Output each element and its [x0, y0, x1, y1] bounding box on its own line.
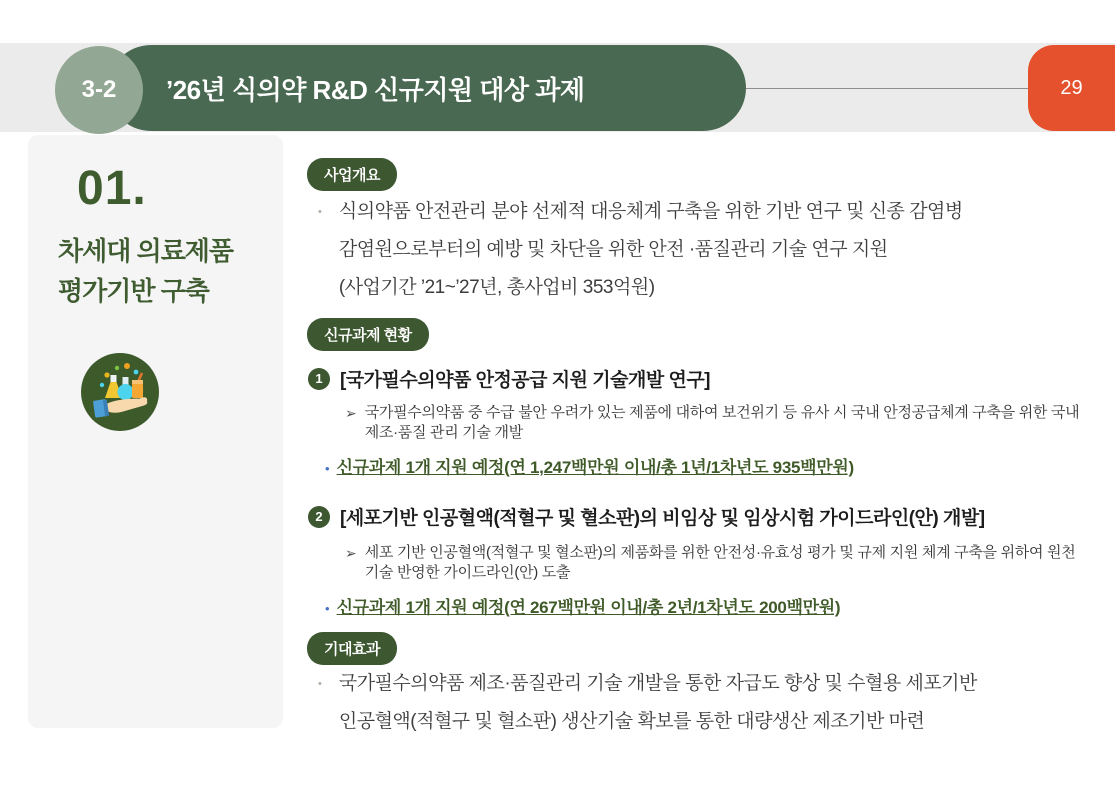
overview-line: 식의약품 안전관리 분야 선제적 대응체계 구축을 위한 기반 연구 및 신종 감염병 [338, 201, 963, 222]
sidebar-panel [28, 135, 283, 728]
section-number-badge [55, 46, 143, 134]
project-item-1-desc [345, 403, 1080, 443]
arrow-bullet-icon: ➢ [345, 545, 357, 561]
project-item-2-budget-text: 신규과제 1개 지원 예정(연 267백만원 이내/총 2년/1차년도 200백만원) [336, 598, 841, 617]
hand-holding-lab-flasks-icon [81, 353, 159, 431]
item-number-badge [308, 368, 330, 390]
expected-effects-paragraph [318, 665, 977, 741]
project-item-1-title: [국가필수의약품 안정공급 지원 기술개발 연구] [340, 370, 710, 391]
overview-paragraph [318, 193, 963, 307]
overview-line: 감염원으로부터의 예방 및 차단을 위한 안전 ·품질관리 기술 연구 지원 [338, 239, 888, 260]
overview-text [339, 193, 963, 307]
sidebar-title-line1: 차세대 의료제품 [58, 236, 234, 266]
section-number: 3-2 [81, 76, 117, 103]
overview-line: (사업기간 ’21~’27년, 총사업비 353억원) [338, 277, 655, 298]
arrow-bullet-icon: ➢ [345, 405, 357, 421]
project-item-1-header [308, 365, 710, 392]
project-item-2-desc [345, 543, 1080, 583]
sidebar-title-line2: 평가기반 구축 [58, 276, 209, 306]
project-item-2-header [308, 503, 985, 530]
sidebar-title [58, 231, 233, 311]
project-item-1-desc-text: 국가필수의약품 중 수급 불안 우려가 있는 제품에 대하여 보건위기 등 유사 시 국내 안정공급체계 구축을 위한 국내 제조·품질 관리 기술 개발 [364, 404, 1080, 441]
item-number: 2 [315, 509, 323, 524]
blue-bullet-icon: • [325, 601, 330, 616]
project-item-2-desc-text: 세포 기반 인공혈액(적혈구 및 혈소판)의 제품화를 위한 안전성·유효성 평가 및 규제 지원 체계 구축을 위하여 원천기술 반영한 가이드라인(안) 도출 [364, 544, 1076, 581]
project-item-1-budget-text: 신규과제 1개 지원 예정(연 1,247백만원 이내/총 1년/1차년도 935백만원) [336, 458, 854, 477]
item-number-badge [308, 506, 330, 528]
page-number-box [1028, 45, 1115, 131]
expected-effects-line: 인공혈액(적혈구 및 혈소판) 생산기술 확보를 통한 대량생산 제조기반 마련 [338, 711, 925, 732]
page-title: ’26년 식의약 R&D 신규지원 대상 과제 [166, 74, 585, 105]
dot-bullet-icon: • [318, 678, 322, 690]
sidebar-index-number: 01. [77, 162, 147, 215]
blue-bullet-icon: • [325, 461, 330, 476]
page-number: 29 [1060, 76, 1083, 99]
project-item-1-budget [325, 453, 854, 478]
project-item-2-budget [325, 593, 840, 618]
project-item-2-title: [세포기반 인공혈액(적혈구 및 혈소판)의 비임상 및 임상시험 가이드라인(안) 개발] [340, 508, 985, 529]
expected-effects-line: 국가필수의약품 제조·품질관리 기술 개발을 통한 자급도 향상 및 수혈용 세포기반 [338, 673, 977, 694]
badge-overview: 사업개요 [307, 158, 397, 191]
badge-new-projects: 신규과제 현황 [307, 318, 429, 351]
item-number: 1 [315, 371, 323, 386]
badge-expected-effects: 기대효과 [307, 632, 397, 665]
expected-effects-text [339, 665, 977, 741]
slide-title-pill [108, 45, 746, 131]
dot-bullet-icon: • [318, 206, 322, 218]
header-connector-line [746, 88, 1029, 89]
